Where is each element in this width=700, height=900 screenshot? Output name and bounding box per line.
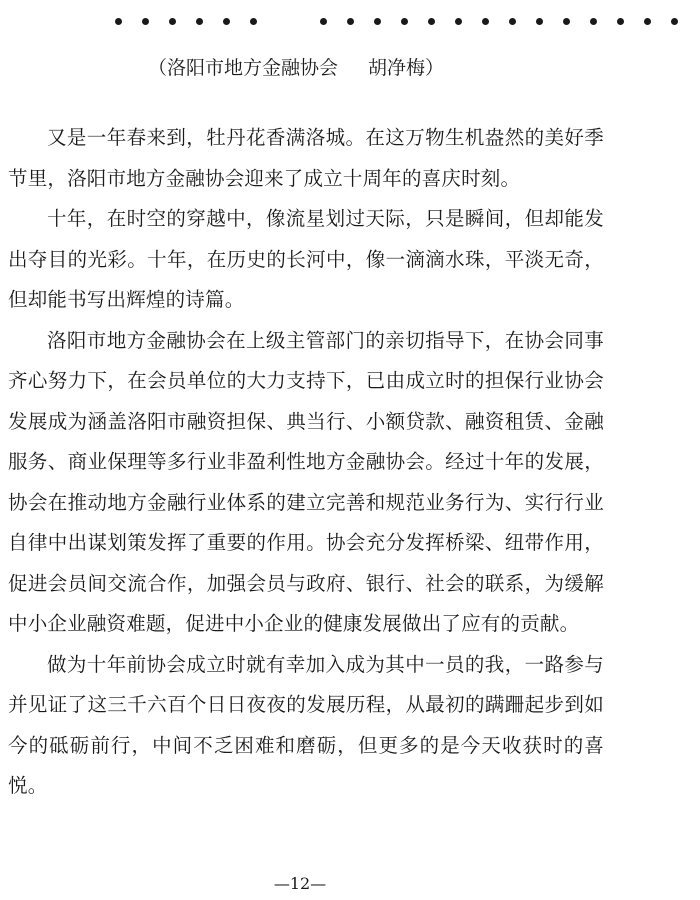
paragraph: 又是一年春来到，牡丹花香满洛城。在这万物生机盎然的美好季节里，洛阳市地方金融协会迎来了成立十周年的喜庆时刻。 [8,126,604,190]
decorative-dot [196,18,203,25]
paragraph: 做为十年前协会成立时就有幸加入成为其中一员的我，一路参与并见证了这三千六百个日日夜夜的发展历程，从最初的蹒跚起步到如今的砥砺前行，中间不乏困难和磨砺，但更多的是今天收获时的喜悦。 [8,652,604,797]
byline-author: 胡净梅） [368,57,445,79]
decorative-dot [644,18,651,25]
decorative-dot [536,18,543,25]
decorative-dot-row [0,14,700,34]
page-number: —12— [273,874,327,893]
decorative-dot [482,18,489,25]
article-body [8,118,604,807]
decorative-dot [320,18,327,25]
paragraph: 十年，在时空的穿越中，像流星划过天际，只是瞬间，但却能发出夺目的光彩。十年，在历史的长河中，像一滴滴水珠，平淡无奇，但却能书写出辉煌的诗篇。 [8,207,604,311]
byline-organization: （洛阳市地方金融协会 [148,57,339,79]
decorative-dot [455,18,462,25]
article-byline [148,54,444,82]
decorative-dot [428,18,435,25]
decorative-dot [509,18,516,25]
decorative-dot [347,18,354,25]
decorative-dot [115,18,122,25]
decorative-dot [590,18,597,25]
decorative-dot [250,18,257,25]
paragraph: 洛阳市地方金融协会在上级主管部门的亲切指导下，在协会同事齐心努力下，在会员单位的大力支持下，已由成立时的担保行业协会发展成为涵盖洛阳市融资担保、典当行、小额贷款、融资租赁、金融服务、商业保理等多行业非盈利性地方金融协会。经过十年的发展，协会在推动地方金融行业体系的建立完善和规范业务行为、实行行业自律中出谋划策发挥了重要的作用。协会充分发挥桥梁、纽带作用，促进会员间交流合作，加强会员与政府、银行、社会的联系，为缓解中小企业融资难题，促进中小企业的健康发展做出了应有的贡献。 [8,328,604,635]
decorative-dot [563,18,570,25]
decorative-dot [617,18,624,25]
decorative-dot [374,18,381,25]
decorative-dot [169,18,176,25]
decorative-dot [142,18,149,25]
decorative-dot [671,18,678,25]
decorative-dot [401,18,408,25]
decorative-dot [223,18,230,25]
